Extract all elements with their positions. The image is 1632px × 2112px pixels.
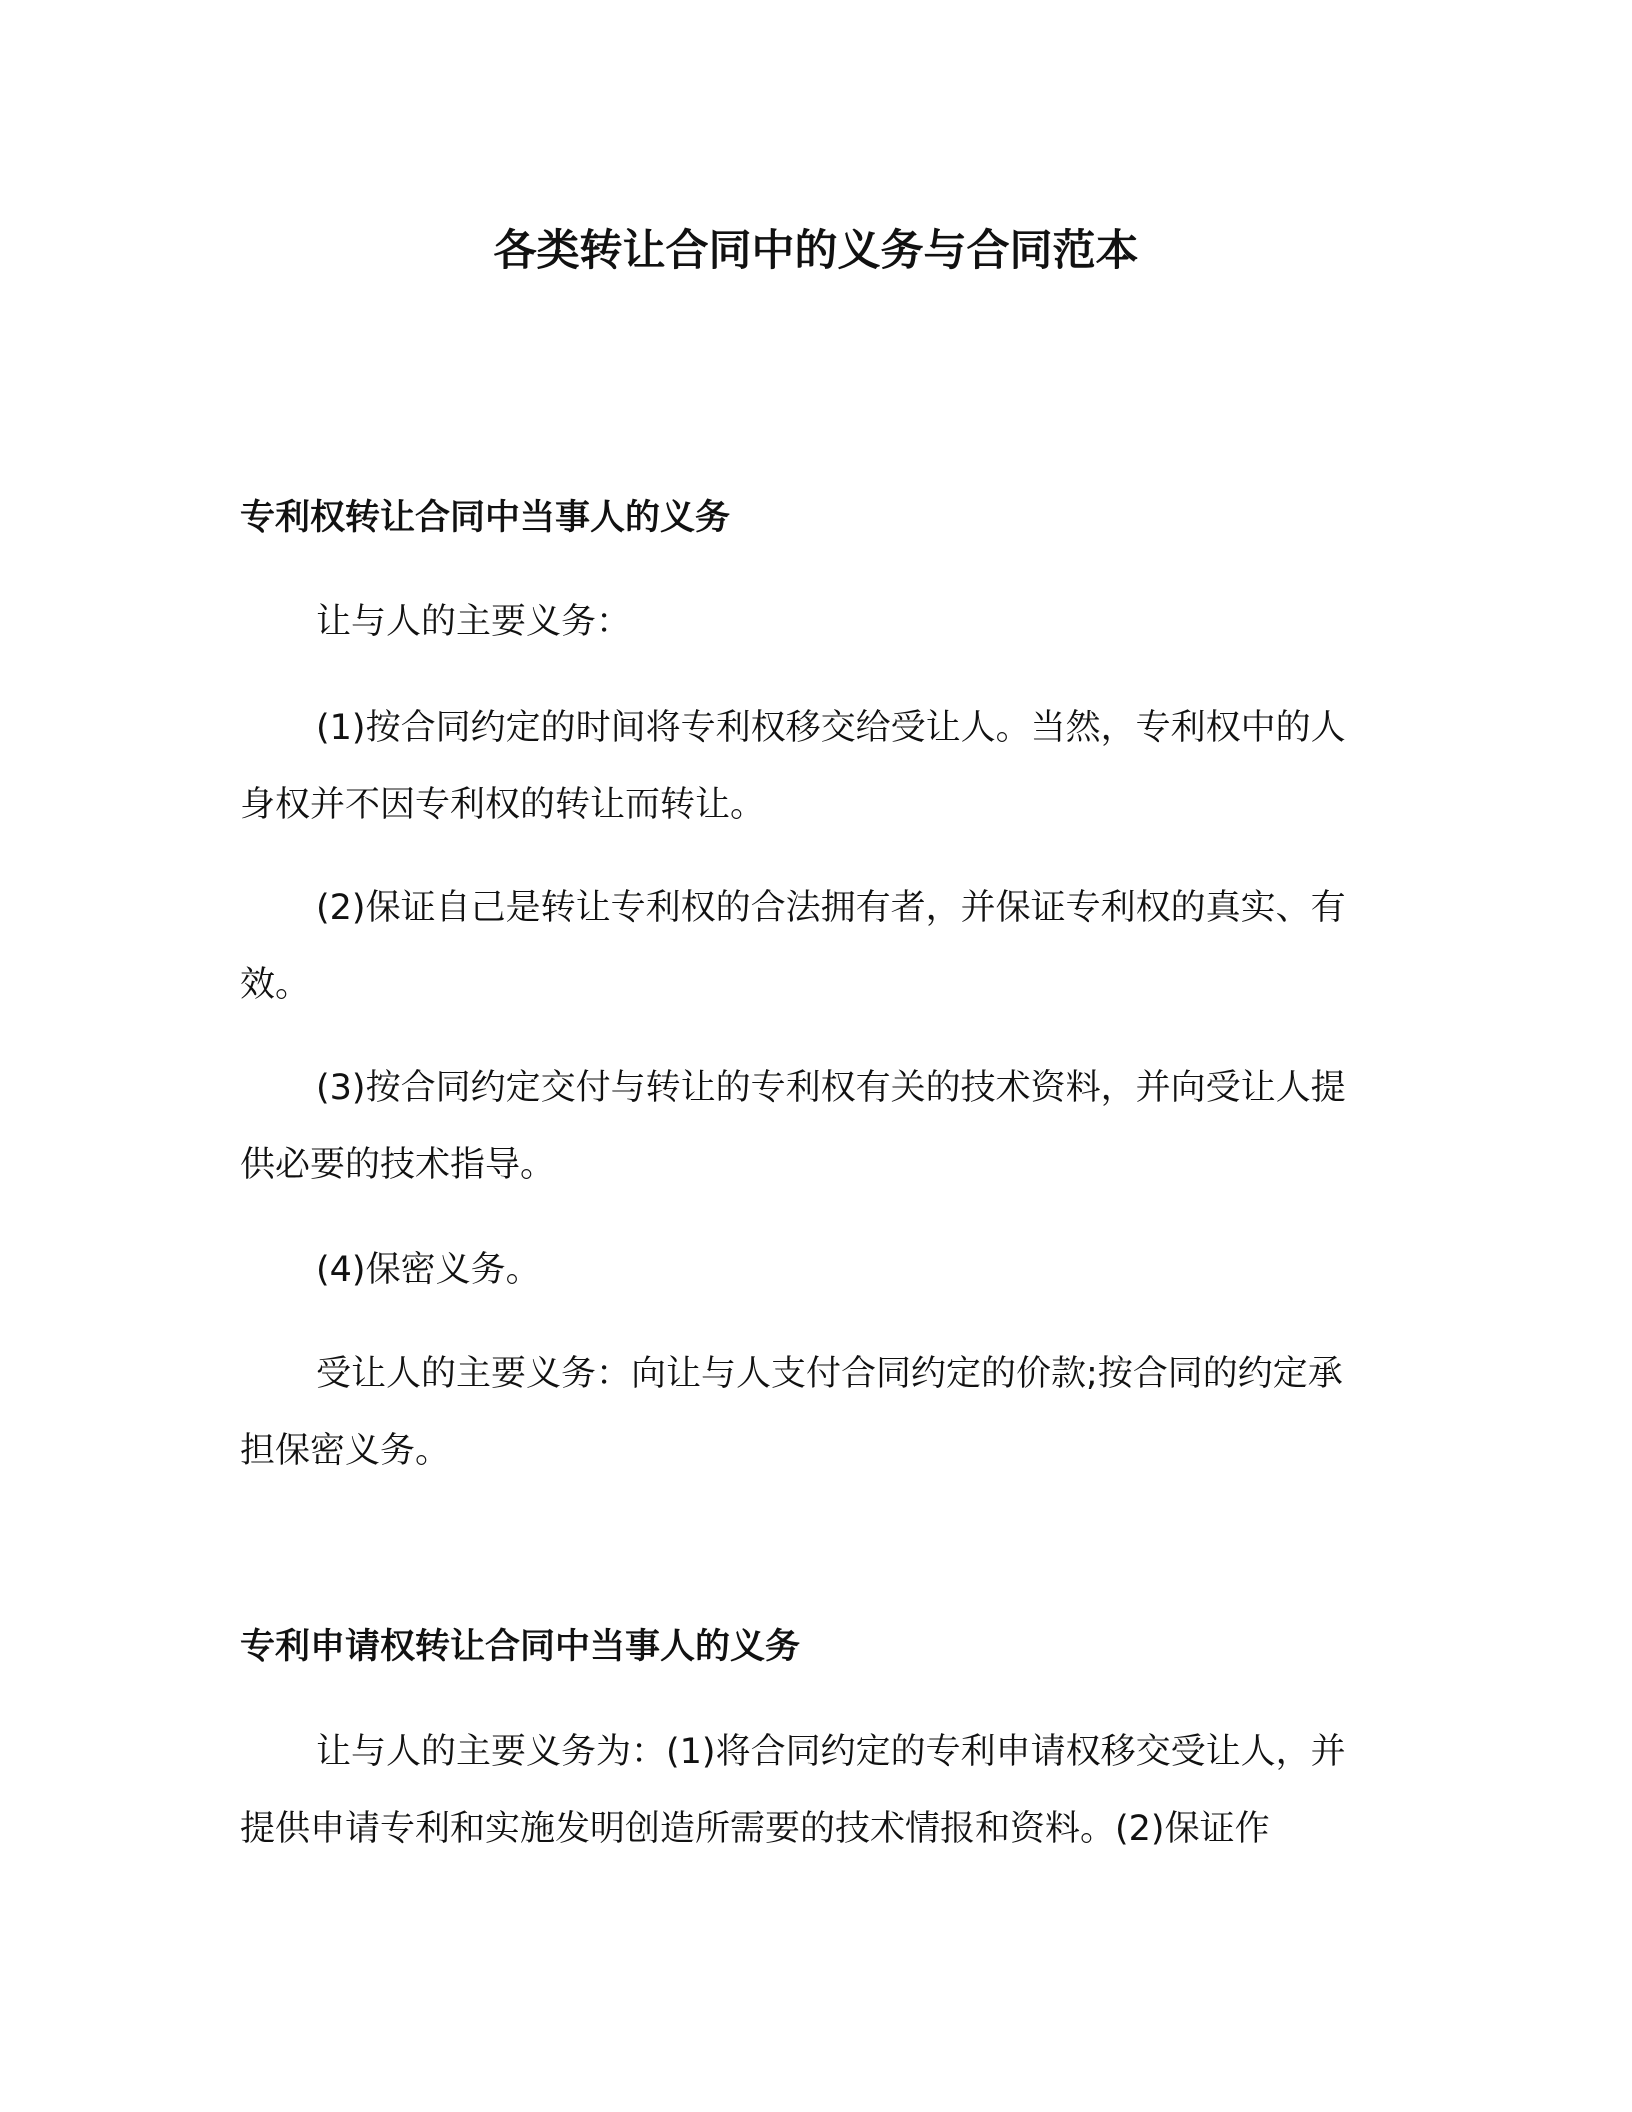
section-heading: 专利申请权转让合同中当事人的义务 <box>240 1627 801 1667</box>
paragraph: 受让人的主要义务：向让与人支付合同约定的价款;按合同的约定承担保密义务。 <box>240 1354 1343 1471</box>
paragraph: 让与人的主要义务： <box>316 602 632 642</box>
paragraph: (2)保证自己是转让专利权的合法拥有者，并保证专利权的真实、有效。 <box>240 888 1346 1005</box>
paragraph: (3)按合同约定交付与转让的专利权有关的技术资料，并向受让人提供必要的技术指导。 <box>240 1068 1346 1185</box>
paragraph: (4)保密义务。 <box>316 1250 541 1290</box>
document-title: 各类转让合同中的义务与合同范本 <box>493 226 1139 276</box>
paragraph: 让与人的主要义务为：(1)将合同约定的专利申请权移交受让人，并提供申请专利和实施发明创造所需要的技术情报和资料。(2)保证作 <box>240 1732 1346 1849</box>
paragraph: (1)按合同约定的时间将专利权移交给受让人。当然，专利权中的人身权并不因专利权的转让而转让。 <box>240 708 1346 825</box>
section-heading: 专利权转让合同中当事人的义务 <box>240 498 731 538</box>
